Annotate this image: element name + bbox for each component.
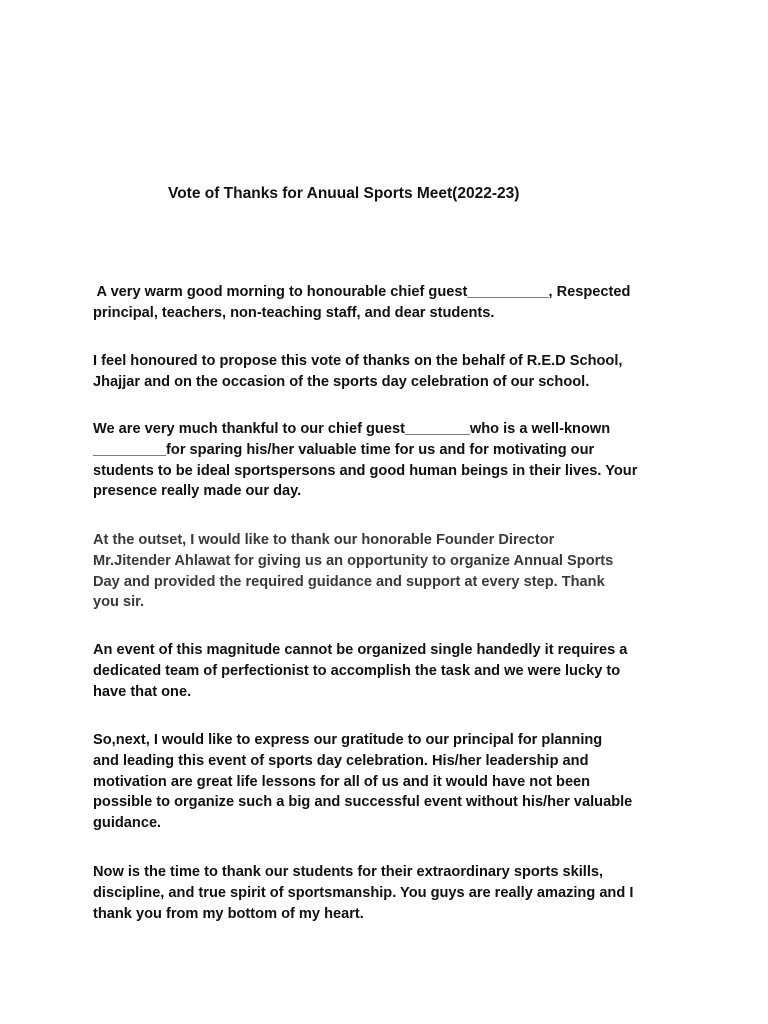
paragraph-line: presence really made our day.: [93, 483, 302, 500]
paragraph-line: and leading this event of sports day celebration. His/her leadership and: [93, 752, 589, 769]
paragraph-line: students to be ideal sportspersons and good human beings in their lives. Your: [93, 462, 638, 479]
paragraph-line: possible to organize such a big and successful event without his/her valuable: [93, 794, 633, 811]
paragraph-principal: [93, 730, 693, 834]
paragraph-event-team: [93, 640, 693, 702]
paragraph-line: discipline, and true spirit of sportsmanship. You guys are really amazing and I: [93, 884, 634, 901]
paragraph-line: have that one.: [93, 683, 192, 700]
paragraph-students: [93, 862, 693, 924]
document-title: Vote of Thanks for Anuual Sports Meet(2022-23): [168, 185, 520, 202]
paragraph-line: Jhajjar and on the occasion of the sports day celebration of our school.: [93, 373, 590, 390]
paragraph-line: motivation are great life lessons for all of us and it would have not been: [93, 773, 591, 790]
paragraph-line: you sir.: [93, 594, 145, 611]
paragraph-chief-guest: [93, 419, 693, 502]
paragraph-line: thank you from my bottom of my heart.: [93, 905, 364, 922]
paragraph-line: principal, teachers, non-teaching staff, and dear students.: [93, 304, 495, 321]
paragraph-line: A very warm good morning to honourable chief guest__________, Respected: [93, 284, 631, 300]
paragraph-line: Now is the time to thank our students for their extraordinary sports skills,: [93, 864, 604, 880]
paragraph-line: An event of this magnitude cannot be organized single handedly it requires a: [93, 642, 628, 658]
paragraph-line: Mr.Jitender Ahlawat for giving us an opportunity to organize Annual Sports: [93, 552, 614, 569]
paragraph-founder-director: [93, 530, 693, 613]
paragraph-honoured: [93, 351, 693, 393]
paragraph-line: So,next, I would like to express our gratitude to our principal for planning: [93, 732, 603, 748]
paragraph-line: _________for sparing his/her valuable time for us and for motivating our: [93, 441, 595, 458]
paragraph-line: I feel honoured to propose this vote of thanks on the behalf of R.E.D School,: [93, 353, 623, 369]
paragraph-line: dedicated team of perfectionist to accomplish the task and we were lucky to: [93, 662, 621, 679]
paragraph-greeting: [93, 282, 693, 324]
paragraph-line: We are very much thankful to our chief guest________who is a well-known: [93, 421, 611, 437]
paragraph-line: Day and provided the required guidance and support at every step. Thank: [93, 573, 605, 590]
paragraph-line: At the outset, I would like to thank our honorable Founder Director: [93, 532, 555, 548]
paragraph-line: guidance.: [93, 815, 162, 832]
